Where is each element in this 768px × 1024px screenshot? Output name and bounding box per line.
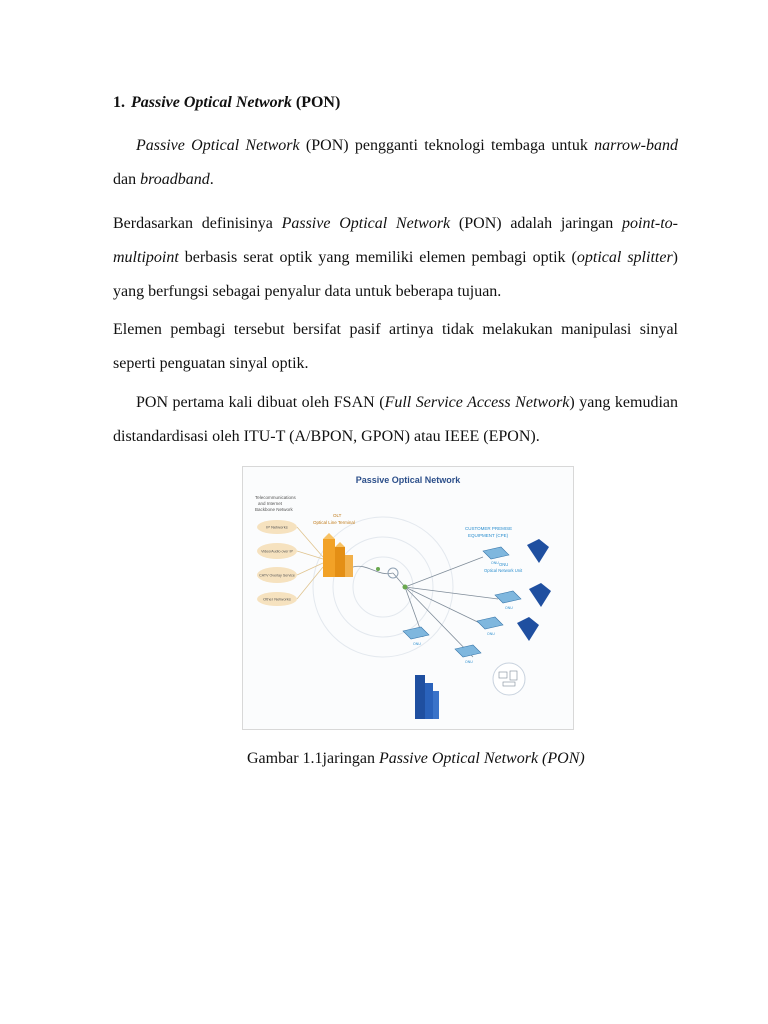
onu-device [495, 591, 521, 610]
pon-diagram-figure [242, 466, 574, 730]
customer-buildings [415, 539, 551, 719]
p1-term: Passive Optical Network [136, 137, 300, 154]
backbone-heading: Telecommunications and Internet Backbone Network [255, 495, 296, 512]
p2-text-g: ) yang berfungsi sebagai penyalur data untuk beberapa tujuan. [113, 249, 678, 300]
p1-dan: dan [113, 171, 141, 188]
p2-term: Passive Optical Network [281, 215, 451, 232]
home-icon [529, 583, 551, 607]
p2-text-a: Berdasarkan definisinya [113, 215, 282, 232]
section-title-rest: (PON) [291, 94, 341, 111]
section-number: 1. [113, 94, 125, 111]
office-building-icon [415, 675, 439, 719]
p1-narrowband: narrow-band [594, 137, 678, 154]
diagram-title: Passive Optical Network [355, 475, 461, 485]
home-icon [517, 617, 539, 641]
pon-diagram [243, 467, 573, 729]
paragraph-4 [113, 386, 678, 454]
p4-text-a: PON pertama kali dibuat oleh FSAN ( [136, 394, 385, 411]
p2-point-to-multipoint: point-to-multipoint [113, 215, 678, 266]
p1-broadband: broadband [140, 171, 210, 188]
svg-text:ONU: ONU [491, 561, 499, 565]
paragraph-1 [113, 129, 678, 197]
service-video-audio: Video/Audio over IP [261, 549, 293, 554]
section-title-italic: Passive Optical Network [131, 94, 292, 111]
p1-text: (PON) pengganti teknologi tembaga untuk [299, 137, 595, 154]
splitter-node-olt [376, 567, 380, 571]
svg-text:ONU: ONU [465, 660, 473, 664]
svg-text:ONU: ONU [413, 642, 421, 646]
p2-optical-splitter: optical splitter [576, 249, 673, 266]
olt-label: OLT Optical Line Terminal [313, 513, 355, 525]
service-catv: CATV Overlay Service [259, 573, 295, 578]
caption-text: Gambar 1.1jaringan [247, 750, 379, 767]
onu-label: ONU Optical Network Unit [484, 562, 523, 573]
onu-device [455, 645, 481, 664]
olt-building [323, 533, 353, 577]
svg-text:ONU: ONU [505, 606, 513, 610]
p2-text-e: berbasis serat optik yang memiliki elemen pembagi optik ( [178, 249, 577, 266]
caption-italic: Passive Optical Network (PON) [378, 750, 585, 767]
home-icon [527, 539, 549, 563]
figure-caption [247, 750, 585, 768]
p2-text-c: (PON) adalah jaringan [450, 215, 622, 232]
paragraph-2 [113, 207, 678, 309]
home-devices-icon [493, 663, 525, 695]
onu-device [477, 617, 503, 636]
p4-text-c: ) yang kemudian distandardisasi oleh ITU-T (A/BPON, GPON) atau IEEE (EPON). [113, 394, 679, 445]
splitter-node [403, 585, 408, 590]
service-ip-networks: IP Networks [266, 524, 288, 530]
section-heading [113, 94, 340, 112]
paragraph-3 [113, 313, 678, 381]
service-other: Other Networks [263, 596, 291, 602]
p1-period: . [209, 171, 214, 188]
p3-text: Elemen pembagi tersebut bersifat pasif artinya tidak melakukan manipulasi sinyal seperti penguatan sinyal optik. [113, 321, 678, 372]
svg-text:ONU: ONU [487, 632, 495, 636]
p4-fsan-term: Full Service Access Network [384, 394, 570, 411]
cpe-label: CUSTOMER PREMISE EQUIPMENT (CPE) [465, 526, 513, 538]
